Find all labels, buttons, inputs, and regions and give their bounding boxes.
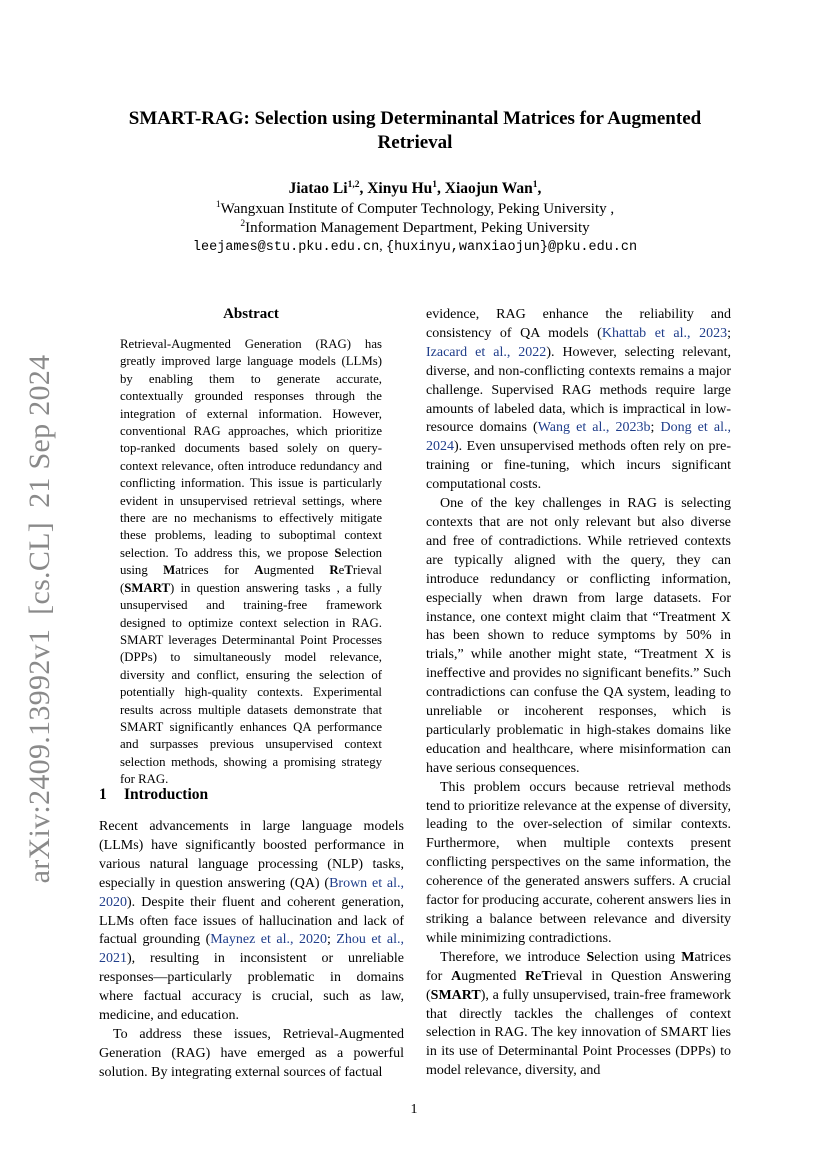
paragraph [99, 818, 404, 1026]
email-line [100, 238, 730, 255]
page-number: 1 [410, 1102, 418, 1117]
arxiv-date: 21 Sep 2024 [23, 354, 56, 508]
right-column [426, 306, 731, 1081]
affiliation-text: Information Management Department, Peking University [245, 220, 590, 236]
author-list [100, 180, 730, 198]
paragraph [426, 949, 731, 1081]
author-affiliation-mark: 1 [532, 180, 538, 190]
citation-link[interactable]: Maynez et al., 2020 [210, 932, 327, 948]
paragraph-text: ), a fully unsupervised, train-free framework that directly tackles the challenges of context selection in RAG. The key innovation of SMART lies in its use of Determinantal Point Processes (DPPs) to model relevance, diversity, and [426, 987, 731, 1079]
author-name: Xiaojun Wan [444, 180, 533, 198]
author-separator: , [437, 180, 445, 198]
author-name: Jiatao Li [288, 180, 348, 198]
citation-link[interactable]: Zhou et al., 2021 [99, 932, 404, 967]
paragraph-text: Therefore, we introduce [440, 949, 587, 965]
paragraph-text: atrices for [426, 949, 732, 984]
acronym-letter: A [451, 968, 462, 984]
acronym-letter: T [541, 968, 551, 984]
email-1: leejames@stu.pku.edu.cn [192, 240, 380, 255]
abstract-text-part: ) in question answering tasks , a fully unsupervised and training-free framework designed to optimize context selection in RAG. SMART leverages Determinantal Point Processes (DPPs) to simultaneously model relevance, diversity and conflict, ensuring the selection of potentially high-quality contexts. Experimental results across multiple datasets demonstrate that SMART significantly enhances QA performance and surpasses previous unsupervised context selection methods, showing a promising strategy for RAG. [120, 580, 382, 787]
paragraph-text: ). Despite their fluent and coherent generation, LLMs often face issues of hallucination and lack of factual grounding ( [99, 894, 404, 948]
paragraph-text: ; [727, 325, 731, 341]
abstract-heading: Abstract [223, 306, 279, 322]
acronym-letter: T [344, 563, 353, 578]
author-affiliation-mark: 1,2 [347, 180, 360, 190]
citation-link[interactable]: Dong et al., 2024 [426, 420, 731, 455]
citation-link[interactable]: Brown et al., 2020 [99, 875, 404, 910]
section-heading-introduction [99, 786, 399, 804]
abstract-text-part: election using [120, 545, 382, 578]
citation-link[interactable]: Wang et al., 2023b [537, 420, 651, 436]
paragraph: One of the key challenges in RAG is selecting contexts that are not only relevant but also diverse and free of contradictions. While retrieved contexts are typically aligned with the query, they can introduce redundancy or conflicting information, especially when drawn from large datasets. For instance, one context might claim that “Treatment X has been shown to reduce symptoms by 50% in trials,” while another might state, “Treatment X is ineffective and provides no significant benefits.” Such contradictions can confuse the QA system, leading to unreliable or incoherent responses, which is particularly problematic in high-stakes domains like education and healthcare, where misinformation can have serious consequences. [426, 496, 731, 776]
citation-link[interactable]: Khattab et al., 2023 [601, 325, 728, 341]
paragraph-text: ; [650, 420, 661, 436]
paragraph-text: evidence, RAG enhance the reliability and consistency of QA models ( [426, 307, 731, 341]
abstract-text-part: Retrieval-Augmented Generation (RAG) has greatly improved large language models (LLMs) by enabling them to generate accurate, contextually grounded responses through the integration of external information. However, conventional RAG approaches, which prioritize top-ranked documents based solely on query-context relevance, often introduce redundancy and conflicting information. This issue is particularly evident in unsupervised retrieval settings, where there are no mechanisms to effectively mitigate these problems, leading to suboptimal context selection. To address this, we propose [120, 337, 382, 560]
acronym-letter: M [163, 563, 176, 578]
paragraph-text: ; [326, 932, 337, 948]
left-column [99, 818, 404, 1083]
section-title: Introduction [124, 786, 209, 803]
acronym-letter: M [681, 949, 695, 965]
email-2: {huxinyu,wanxiaojun}@pku.edu.cn [385, 240, 638, 255]
abstract-text-part: atrices for [175, 563, 255, 578]
paragraph [426, 306, 731, 495]
abstract-text-part: e [338, 563, 345, 578]
paragraph-text: ), resulting in inconsistent or unreliable responses—particularly problematic in domains where factual accuracy is crucial, such as law, medicine, and education. [99, 951, 404, 1024]
paragraph-text: ). Even unsupervised methods often rely on pre-training or fine-tuning, which incurs significant computational costs. [426, 439, 731, 493]
acronym-letter: R [525, 968, 536, 984]
abstract-text-part: rieval ( [120, 563, 382, 595]
author-affiliation-mark: 1 [432, 180, 438, 190]
paragraph-text: rieval in Question Answering ( [426, 968, 731, 1003]
paragraph-text: e [535, 968, 542, 984]
acronym-letter: S [334, 545, 342, 560]
affiliation-2 [100, 219, 730, 237]
author-name: Xinyu Hu [367, 180, 433, 198]
arxiv-category: [cs.CL] [23, 521, 56, 615]
acronym-letter: S [586, 949, 595, 965]
paragraph-text: Recent advancements in large language models (LLMs) have significantly boosted performance in various natural language processing (NLP) tasks, especially in question answering (QA) ( [99, 819, 404, 891]
paragraph-text: election using [594, 949, 682, 965]
author-separator: , [359, 180, 368, 198]
citation-link[interactable]: Izacard et al., 2022 [426, 344, 547, 360]
paragraph-text: ). However, selecting relevant, diverse, and non-conflicting contexts remains a major challenge. Supervised RAG methods require large amounts of labeled data, which is impractical in low-resource domains ( [426, 344, 731, 436]
paper-title: SMART-RAG: Selection using Determinantal Matrices for Augmented Retrieval [128, 108, 702, 153]
affiliation-mark: 2 [240, 219, 246, 229]
affiliation-text: Wangxuan Institute of Computer Technology, Peking University , [220, 201, 615, 217]
arxiv-stamp [23, 341, 57, 884]
section-number: 1 [99, 786, 107, 803]
paragraph: To address these issues, Retrieval-Augmented Generation (RAG) have emerged as a powerful solution. By integrating external sources of factual [99, 1026, 404, 1080]
abstract-text [120, 336, 382, 789]
paragraph-text: ugmented [461, 968, 526, 984]
acronym-smart: SMART [430, 987, 481, 1003]
abstract-text-part: ugmented [263, 563, 330, 578]
affiliation-1 [100, 200, 730, 218]
author-separator: , [537, 180, 542, 198]
email-separator: , [379, 238, 386, 253]
acronym-letter: A [254, 563, 264, 578]
acronym-smart: SMART [124, 580, 171, 595]
affiliation-mark: 1 [215, 200, 221, 210]
arxiv-id: arXiv:2409.13992v1 [23, 628, 56, 884]
acronym-letter: R [329, 563, 339, 578]
paragraph: This problem occurs because retrieval methods tend to prioritize relevance at the expense of diversity, leading to the over-selection of similar contexts. Furthermore, when multiple contexts present conflicting perspectives on the same information, the coherence of the generated answers suffers. A crucial factor for producing accurate, coherent answers lies in striking a balance between relevance and diversity while minimizing contradictions. [426, 779, 731, 946]
